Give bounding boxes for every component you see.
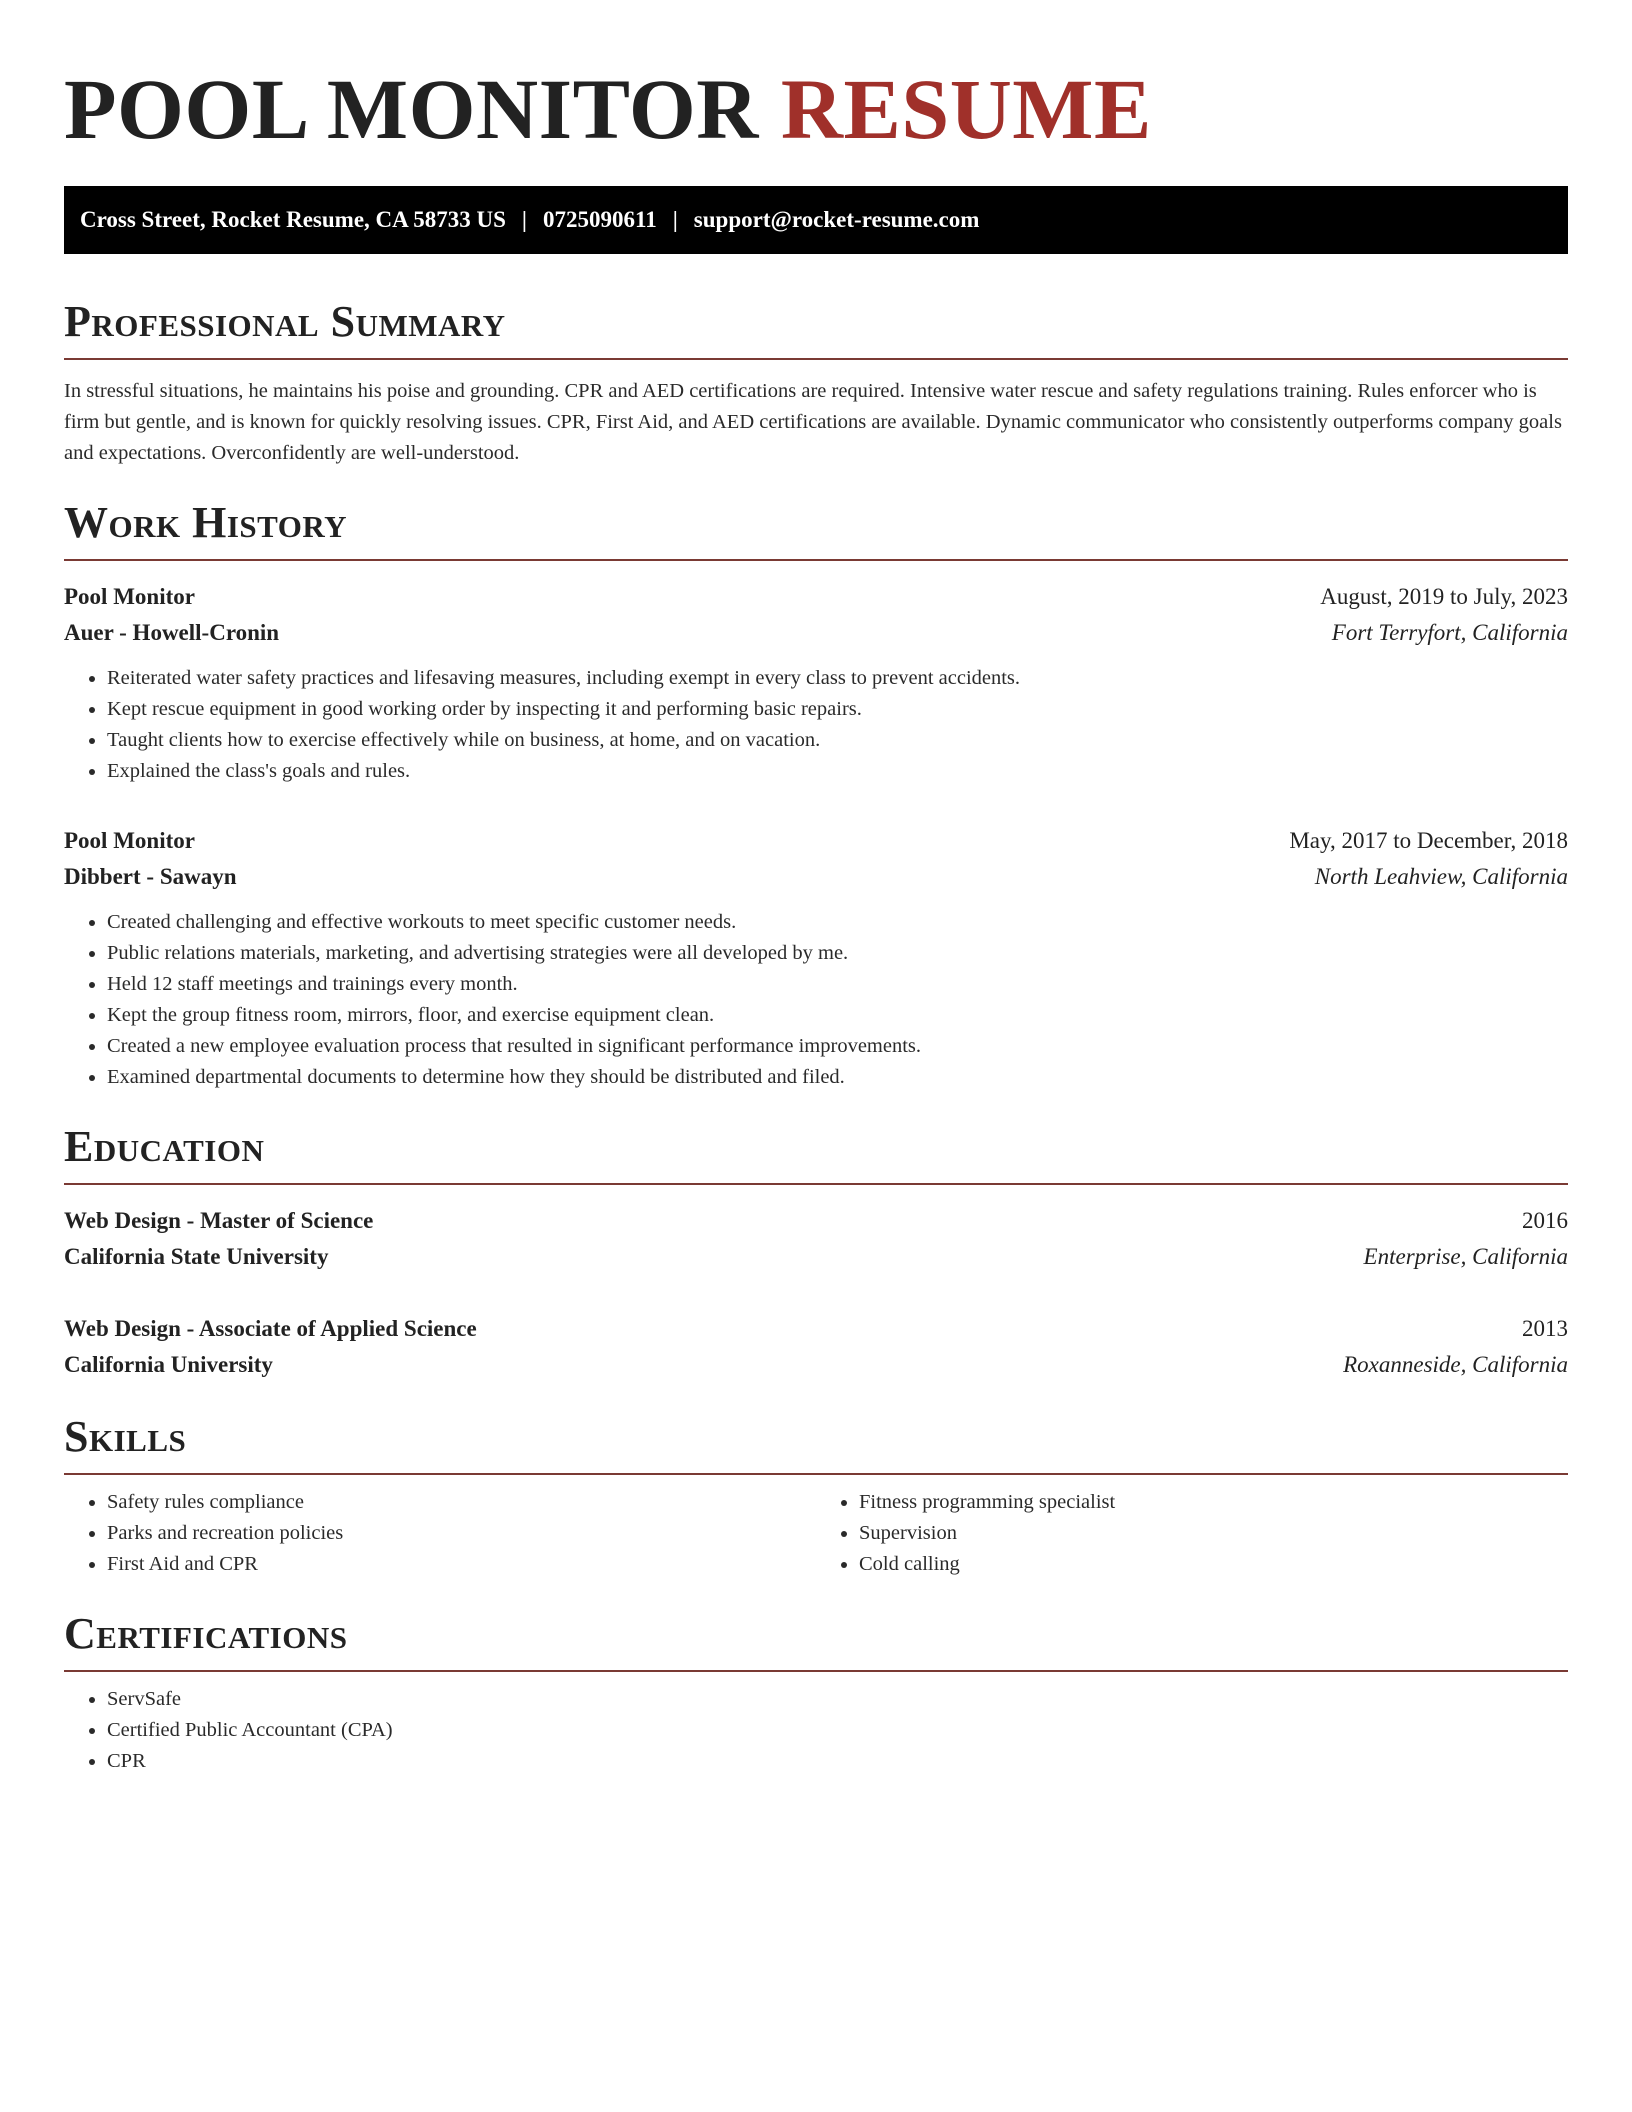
job-dates: May, 2017 to December, 2018 xyxy=(1289,828,1568,853)
school: California University xyxy=(64,1352,273,1377)
education-entry xyxy=(64,1203,1568,1275)
contact-separator: | xyxy=(672,207,678,232)
contact-bar xyxy=(64,186,1568,254)
degree: Web Design - Associate of Applied Science xyxy=(64,1316,477,1341)
list-item: • Created challenging and effective workouts to meet specific customer needs. xyxy=(107,907,1568,938)
summary-section xyxy=(64,297,1568,469)
school-row xyxy=(64,1347,1568,1383)
list-item: • Explained the class's goals and rules. xyxy=(107,756,1568,787)
school-location: Roxanneside, California xyxy=(1343,1352,1568,1377)
list-item: • Created a new employee evaluation process that resulted in significant performance improvements. xyxy=(107,1031,1568,1062)
job-bullets xyxy=(64,663,1568,787)
job-company-row xyxy=(64,615,1568,651)
education-entry xyxy=(64,1311,1568,1383)
list-item: • Safety rules compliance xyxy=(107,1487,816,1518)
degree-row xyxy=(64,1203,1568,1239)
job-entry xyxy=(64,823,1568,1093)
certifications-section xyxy=(64,1609,1568,1777)
resume-title xyxy=(64,61,1568,157)
contact-address: Cross Street, Rocket Resume, CA 58733 US xyxy=(80,207,506,232)
degree-row xyxy=(64,1311,1568,1347)
graduation-year: 2013 xyxy=(1522,1316,1568,1341)
list-item: • Certified Public Accountant (CPA) xyxy=(107,1715,1568,1746)
list-item: • ServSafe xyxy=(107,1684,1568,1715)
work-history-heading: Work History xyxy=(64,501,1568,561)
title-resume-word: RESUME xyxy=(780,61,1152,157)
list-item: • Fitness programming specialist xyxy=(859,1487,1568,1518)
list-item: • First Aid and CPR xyxy=(107,1549,816,1580)
job-title: Pool Monitor xyxy=(64,584,195,609)
contact-separator: | xyxy=(521,207,527,232)
list-item: • Taught clients how to exercise effectively while on business, at home, and on vacation. xyxy=(107,725,1568,756)
list-item: • Public relations materials, marketing, and advertising strategies were all developed by me. xyxy=(107,938,1568,969)
skills-heading: Skills xyxy=(64,1415,1568,1475)
degree: Web Design - Master of Science xyxy=(64,1208,374,1233)
job-title-row xyxy=(64,823,1568,859)
skills-column-2 xyxy=(816,1487,1568,1580)
list-item: • Cold calling xyxy=(859,1549,1568,1580)
summary-heading: Professional Summary xyxy=(64,300,1568,360)
list-item: • Reiterated water safety practices and lifesaving measures, including exempt in every class to prevent accidents. xyxy=(107,663,1568,694)
work-history-section xyxy=(64,498,1568,1093)
school-row xyxy=(64,1239,1568,1275)
job-company-row xyxy=(64,859,1568,895)
job-dates: August, 2019 to July, 2023 xyxy=(1320,584,1568,609)
job-company: Auer - Howell-Cronin xyxy=(64,620,280,645)
job-location: North Leahview, California xyxy=(1314,864,1568,889)
school: California State University xyxy=(64,1244,329,1269)
contact-email: support@rocket-resume.com xyxy=(693,207,980,232)
title-role: POOL MONITOR xyxy=(64,61,759,157)
job-location: Fort Terryfort, California xyxy=(1331,620,1568,645)
education-heading: Education xyxy=(64,1125,1568,1185)
skills-column-1 xyxy=(64,1487,816,1580)
list-item: • Examined departmental documents to determine how they should be distributed and filed. xyxy=(107,1062,1568,1093)
skills-grid xyxy=(64,1487,1568,1580)
list-item: • Supervision xyxy=(859,1518,1568,1549)
job-entry xyxy=(64,579,1568,787)
list-item: • Kept rescue equipment in good working order by inspecting it and performing basic repairs. xyxy=(107,694,1568,725)
education-section xyxy=(64,1122,1568,1383)
job-title: Pool Monitor xyxy=(64,828,195,853)
graduation-year: 2016 xyxy=(1522,1208,1568,1233)
list-item: • Held 12 staff meetings and trainings every month. xyxy=(107,969,1568,1000)
contact-phone: 0725090611 xyxy=(542,207,657,232)
job-company: Dibbert - Sawayn xyxy=(64,864,237,889)
certifications-heading: Certifications xyxy=(64,1612,1568,1672)
list-item: • CPR xyxy=(107,1746,1568,1777)
certifications-list xyxy=(64,1684,1568,1777)
school-location: Enterprise, California xyxy=(1363,1244,1568,1269)
list-item: • Kept the group fitness room, mirrors, floor, and exercise equipment clean. xyxy=(107,1000,1568,1031)
job-bullets xyxy=(64,907,1568,1093)
list-item: • Parks and recreation policies xyxy=(107,1518,816,1549)
job-title-row xyxy=(64,579,1568,615)
skills-section xyxy=(64,1412,1568,1580)
summary-text: In stressful situations, he maintains his poise and grounding. CPR and AED certifications are required. Intensive water rescue and safety regulations training. Rules enforcer who is firm but gentle, and is known for quickly resolving issues. CPR, First Aid, and AED certifications are available. Dynamic communicator who consistently outperforms company goals and expectations. Overconfidently are well-understood. xyxy=(64,380,1562,464)
